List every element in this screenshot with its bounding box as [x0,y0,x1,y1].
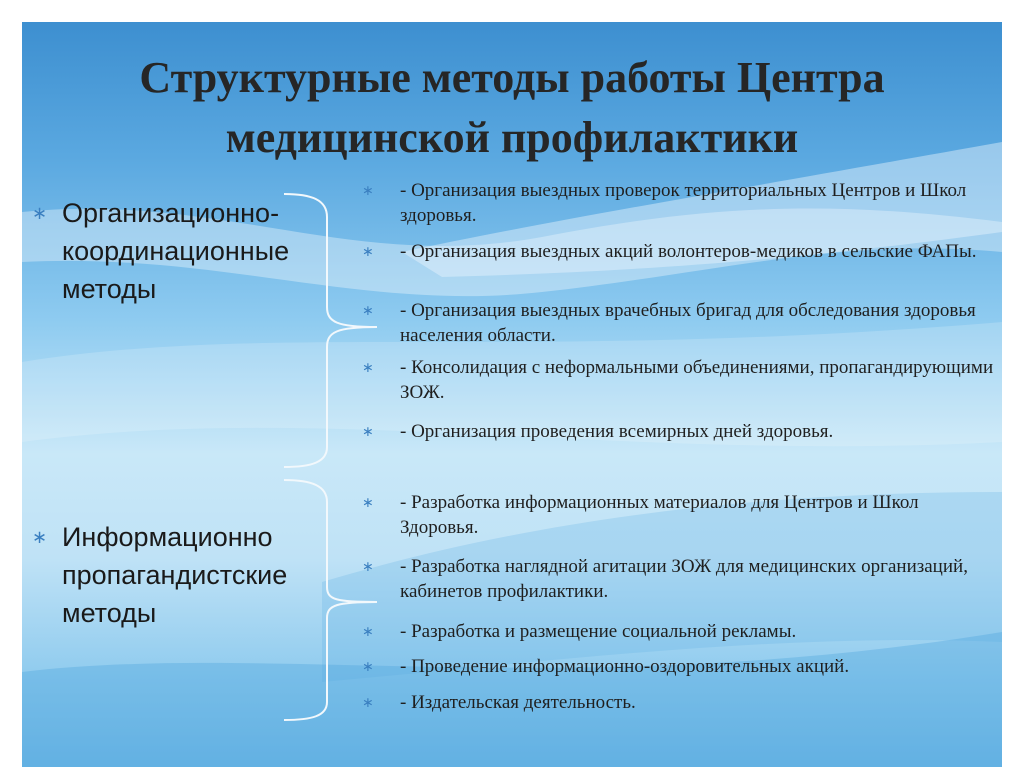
list-item-text: - Организация проведения всемирных дней здоровья. [400,421,834,442]
bullet-icon: ∗ [362,360,374,376]
list-item-text: - Проведение информационно-оздоровительных акций. [400,656,850,677]
bullet-icon: ∗ [362,659,374,675]
list-item-text: - Разработка и размещение социальной рекламы. [400,621,797,642]
group-heading-line: Информационно [62,522,273,552]
group-heading-line: координационные [62,236,290,266]
slide-title: Структурные методы работы Центра медицинской профилактики [139,53,885,162]
bullet-icon: ∗ [362,244,374,260]
list-item-text: - Разработка информационных материалов для Центров и Школ Здоровья. [400,492,919,538]
list-item-text: - Консолидация с неформальными объединениями, пропагандирующими ЗОЖ. [400,357,994,403]
bullet-icon: ∗ [362,624,374,640]
list-item-text: - Организация выездных проверок территориальных Центров и Школ здоровья. [400,180,967,226]
bullet-icon: ∗ [362,183,374,199]
group-heading-line: методы [62,598,157,628]
group-heading-line: пропагандистские [62,560,288,590]
bullet-icon: ∗ [32,203,48,223]
bullet-icon: ∗ [362,303,374,319]
list-item-text: - Организация выездных врачебных бригад для обследования здоровья населения области. [400,300,976,346]
bullet-icon: ∗ [362,424,374,440]
bullet-icon: ∗ [362,695,374,711]
group-heading-line: Организационно- [62,198,280,228]
group-heading-line: методы [62,274,157,304]
slide [22,22,1002,767]
list-item-text: - Издательская деятельность. [400,692,636,713]
list-item-text: - Разработка наглядной агитации ЗОЖ для медицинских организаций, кабинетов профилактики. [400,556,968,602]
bullet-icon: ∗ [362,559,374,575]
bullet-icon: ∗ [362,495,374,511]
list-item-text: - Организация выездных акций волонтеров-медиков в сельские ФАПы. [400,241,977,262]
bullet-icon: ∗ [32,527,48,547]
brace-bottom-icon [284,480,377,720]
